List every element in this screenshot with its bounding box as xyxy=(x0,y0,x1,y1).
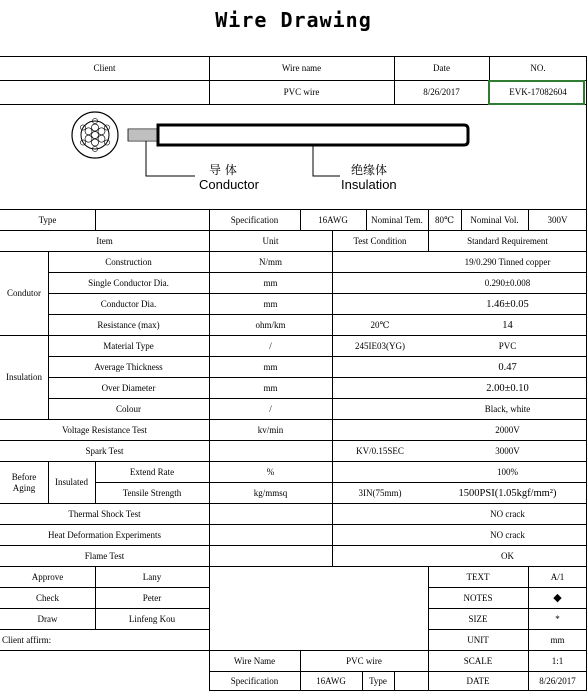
table-row-unit: kv/min xyxy=(257,424,284,435)
table-row-standard: 14 xyxy=(502,319,513,331)
text-value: A/1 xyxy=(550,571,565,582)
specification-value: 16AWG xyxy=(318,214,348,225)
specification-label: Specification xyxy=(230,214,279,225)
table-row-condition: 3IN(75mm) xyxy=(358,487,402,498)
table-row-unit: mm xyxy=(263,298,278,309)
column-header-item: Item xyxy=(96,235,113,246)
table-row-unit: / xyxy=(269,340,272,351)
draw-value: Linfeng Kou xyxy=(128,613,176,624)
footer-date-label: DATE xyxy=(466,675,490,686)
size-label: SIZE xyxy=(468,613,488,624)
table-row-unit: ohm/km xyxy=(255,319,286,330)
client-label: Client xyxy=(93,63,116,73)
approve-label: Approve xyxy=(31,571,64,582)
table-row-item: Spark Test xyxy=(85,445,124,456)
table-row-condition xyxy=(332,462,428,482)
table-row-condition: 245IE03(YG) xyxy=(355,340,405,351)
conductor-strands xyxy=(128,129,158,141)
conductor-label-en: Conductor xyxy=(199,177,259,192)
table-row-unit: kg/mmsq xyxy=(253,487,288,498)
table-row-condition xyxy=(332,252,428,272)
table-row-item: Single Conductor Dia. xyxy=(88,277,169,288)
table-row-item: Conductor Dia. xyxy=(100,298,157,309)
table-row-standard: OK xyxy=(501,550,514,561)
client-value xyxy=(0,81,209,104)
table-row-condition xyxy=(332,504,428,524)
table-row-standard: 0.47 xyxy=(498,361,517,373)
table-row-standard: 0.290±0.008 xyxy=(484,277,531,288)
footer-specification-value: 16AWG xyxy=(316,675,346,686)
table-row-standard: Black, white xyxy=(484,403,531,414)
check-value: Peter xyxy=(142,592,162,603)
wire-name-label: Wire name xyxy=(281,63,322,73)
footer-date-value: 8/26/2017 xyxy=(539,675,576,686)
footer-type-label: Type xyxy=(369,675,387,686)
table-row-item: Average Thickness xyxy=(94,361,163,372)
table-row-unit: mm xyxy=(263,277,278,288)
table-row-condition xyxy=(332,357,428,377)
wire-name-value: PVC wire xyxy=(283,87,320,97)
date-label: Date xyxy=(433,63,450,73)
unit-value: mm xyxy=(550,634,565,645)
scale-label: SCALE xyxy=(463,655,493,666)
nominal-tem-value: 80℃ xyxy=(434,214,455,225)
no-value: EVK-17082604 xyxy=(509,87,567,97)
type-label: Type xyxy=(38,214,57,225)
table-row-item: Voltage Resistance Test xyxy=(61,424,148,435)
nominal-tem-label: Nominal Tem. xyxy=(371,214,423,225)
table-row-condition: 20℃ xyxy=(370,319,390,330)
group-label-conductor: Condutor xyxy=(6,288,41,298)
type-value xyxy=(95,210,209,230)
table-row-condition xyxy=(332,420,428,440)
document-title: Wire Drawing xyxy=(215,8,372,32)
table-row-unit: / xyxy=(269,403,272,414)
text-label: TEXT xyxy=(466,571,490,582)
table-row-item: Over Diameter xyxy=(101,382,156,393)
footer-wire-name-value: PVC wire xyxy=(346,655,382,666)
table-row-item: Extend Rate xyxy=(129,466,175,477)
table-row-unit: mm xyxy=(263,361,278,372)
table-row-item: Colour xyxy=(115,403,141,414)
table-row-unit xyxy=(209,525,332,545)
table-row-standard: PVC xyxy=(498,340,517,351)
table-row-unit xyxy=(209,441,332,461)
table-row-standard: 2.00±0.10 xyxy=(486,382,529,394)
column-header-unit: Unit xyxy=(262,235,279,246)
nominal-vol-label: Nominal Vol. xyxy=(470,214,519,225)
table-row-item: Construction xyxy=(105,256,152,267)
client-affirm-label: Client affirm: xyxy=(2,634,52,645)
table-row-unit: N/mm xyxy=(258,256,282,267)
notes-label: NOTES xyxy=(463,592,493,603)
group-label-insulation: Insulation xyxy=(6,372,42,382)
table-row-unit: % xyxy=(266,466,275,477)
table-row-condition xyxy=(332,378,428,398)
scale-value: 1:1 xyxy=(551,655,564,666)
notes-diamond-icon: ◆ xyxy=(553,591,562,604)
column-header-standard: Standard Requirement xyxy=(467,235,548,246)
table-row-condition xyxy=(332,273,428,293)
table-row-standard: 19/0.290 Tinned copper xyxy=(464,256,551,267)
group-label-before-aging: Before Aging xyxy=(11,471,37,493)
footer-wire-name-label: Wire Name xyxy=(233,655,276,666)
table-row-item: Resistance (max) xyxy=(97,319,160,330)
table-row-unit xyxy=(209,504,332,524)
size-value: * xyxy=(555,613,560,624)
table-row-condition xyxy=(332,525,428,545)
table-row-condition xyxy=(332,399,428,419)
insulation-label-en: Insulation xyxy=(341,177,397,192)
cable-cross-section xyxy=(72,112,118,158)
table-row-unit: mm xyxy=(263,382,278,393)
unit-label: UNIT xyxy=(467,634,489,645)
draw-label: Draw xyxy=(37,613,58,624)
table-row-condition: KV/0.15SEC xyxy=(356,445,404,456)
table-row-standard: NO crack xyxy=(490,529,525,540)
wire-diagram xyxy=(60,110,480,200)
footer-specification-label: Specification xyxy=(230,675,279,686)
conductor-label-cn: 导 体 xyxy=(209,163,237,177)
table-row-item: Material Type xyxy=(103,340,154,351)
table-row-unit xyxy=(209,546,332,566)
table-row-standard: 1.46±0.05 xyxy=(486,298,529,310)
no-label: NO. xyxy=(530,63,546,73)
table-row-item: Thermal Shock Test xyxy=(68,508,141,519)
table-row-condition xyxy=(332,294,428,314)
group-label-insulated: Insulated xyxy=(55,477,88,487)
table-row-standard: 2000V xyxy=(495,424,520,435)
table-row-standard: 100% xyxy=(497,466,518,477)
insulation-label-cn: 绝缘体 xyxy=(351,163,388,177)
insulation-jacket xyxy=(158,125,468,145)
date-value: 8/26/2017 xyxy=(423,87,460,97)
table-row-standard: 3000V xyxy=(495,445,520,456)
approve-value: Lany xyxy=(142,571,162,582)
table-row-standard: 1500PSI(1.05kgf/mm²) xyxy=(458,487,557,499)
table-row-item: Flame Test xyxy=(84,550,125,561)
nominal-vol-value: 300V xyxy=(547,214,568,225)
check-label: Check xyxy=(36,592,59,603)
table-row-standard: NO crack xyxy=(490,508,525,519)
column-header-test-condition: Test Condition xyxy=(353,235,407,246)
table-row-condition xyxy=(332,546,428,566)
table-row-item: Heat Deformation Experiments xyxy=(48,529,161,540)
table-row-item: Tensile Strength xyxy=(122,487,182,498)
